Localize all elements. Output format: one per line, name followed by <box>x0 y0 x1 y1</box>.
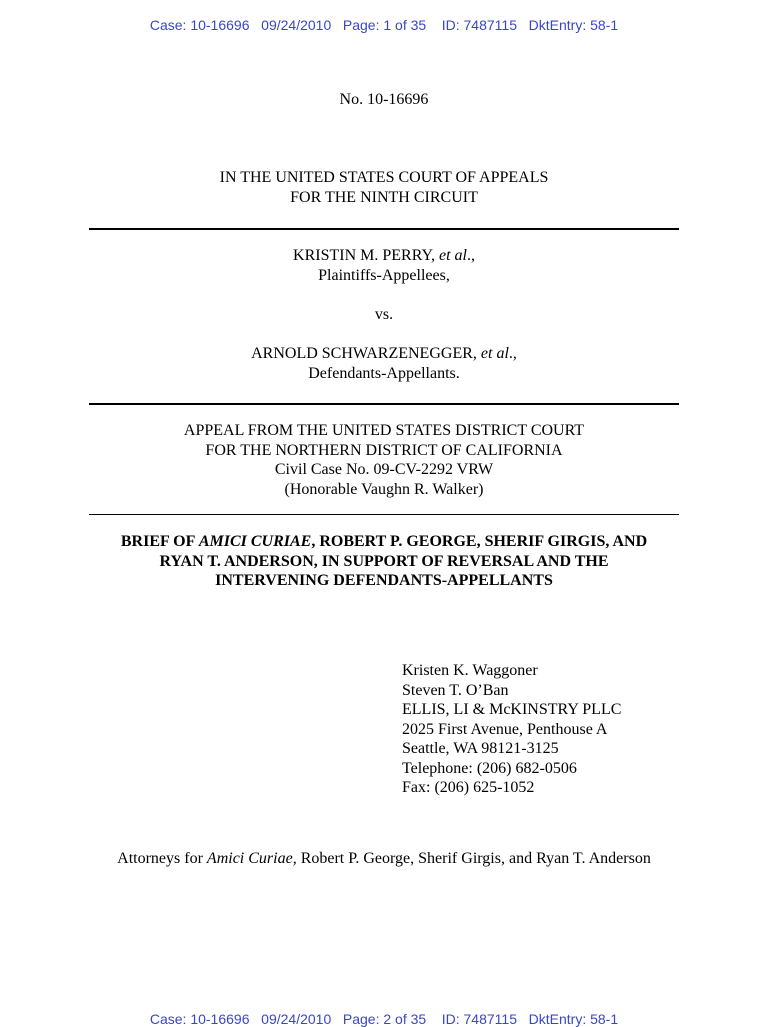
telephone: Telephone: (206) 682-0506 <box>402 759 577 777</box>
brief-title-line-1: BRIEF OF AMICI CURIAE, ROBERT P. GEORGE, SHERIF GIRGIS, AND <box>120 533 648 550</box>
defendant-role: Defendants-Appellants. <box>308 364 460 382</box>
law-firm: ELLIS, LI & McKINSTRY PLLC <box>402 701 622 718</box>
court-line-1: IN THE UNITED STATES COURT OF APPEALS <box>219 169 549 186</box>
plaintiff-role: Plaintiffs-Appellees, <box>318 266 450 284</box>
plaintiff-name: KRISTIN M. PERRY, et al., <box>293 247 475 264</box>
defendant-name: ARNOLD SCHWARZENEGGER, et al., <box>251 345 517 362</box>
appeal-line-3: Civil Case No. 09-CV-2292 VRW <box>274 461 494 478</box>
court-line-2: FOR THE NINTH CIRCUIT <box>290 188 478 206</box>
court-name <box>0 168 768 207</box>
defendant-block <box>0 344 768 383</box>
docket-header-next-page: Case: 10-16696 09/24/2010 Page: 2 of 35 ID: 7487115 DktEntry: 58-1 <box>149 1011 619 1027</box>
case-number: No. 10-16696 <box>339 91 429 108</box>
address-line-2: Seattle, WA 98121-3125 <box>402 740 559 757</box>
brief-title-line-3: INTERVENING DEFENDANTS-APPELLANTS <box>215 572 553 589</box>
counsel-name-2: Steven T. O’Ban <box>402 681 509 699</box>
brief-title <box>0 532 768 591</box>
fax: Fax: (206) 625-1052 <box>402 779 535 796</box>
counsel-contact <box>402 661 621 798</box>
versus: vs. <box>374 306 394 323</box>
divider-2 <box>89 403 679 405</box>
counsel-name-1: Kristen K. Waggoner <box>402 662 538 679</box>
appeal-block <box>0 421 768 499</box>
attorneys-for: Attorneys for Amici Curiae, Robert P. George, Sherif Girgis, and Ryan T. Anderson <box>117 850 651 867</box>
docket-header: Case: 10-16696 09/24/2010 Page: 1 of 35 ID: 7487115 DktEntry: 58-1 <box>149 17 619 33</box>
address-line-1: 2025 First Avenue, Penthouse A <box>402 720 608 738</box>
divider-1 <box>89 228 679 230</box>
plaintiff-block <box>0 246 768 285</box>
divider-3 <box>89 514 679 515</box>
brief-title-line-2: RYAN T. ANDERSON, IN SUPPORT OF REVERSAL AND THE <box>159 552 609 570</box>
appeal-line-2: FOR THE NORTHERN DISTRICT OF CALIFORNIA <box>205 441 563 459</box>
appeal-line-4: (Honorable Vaughn R. Walker) <box>284 480 484 498</box>
appeal-line-1: APPEAL FROM THE UNITED STATES DISTRICT COURT <box>183 422 585 439</box>
